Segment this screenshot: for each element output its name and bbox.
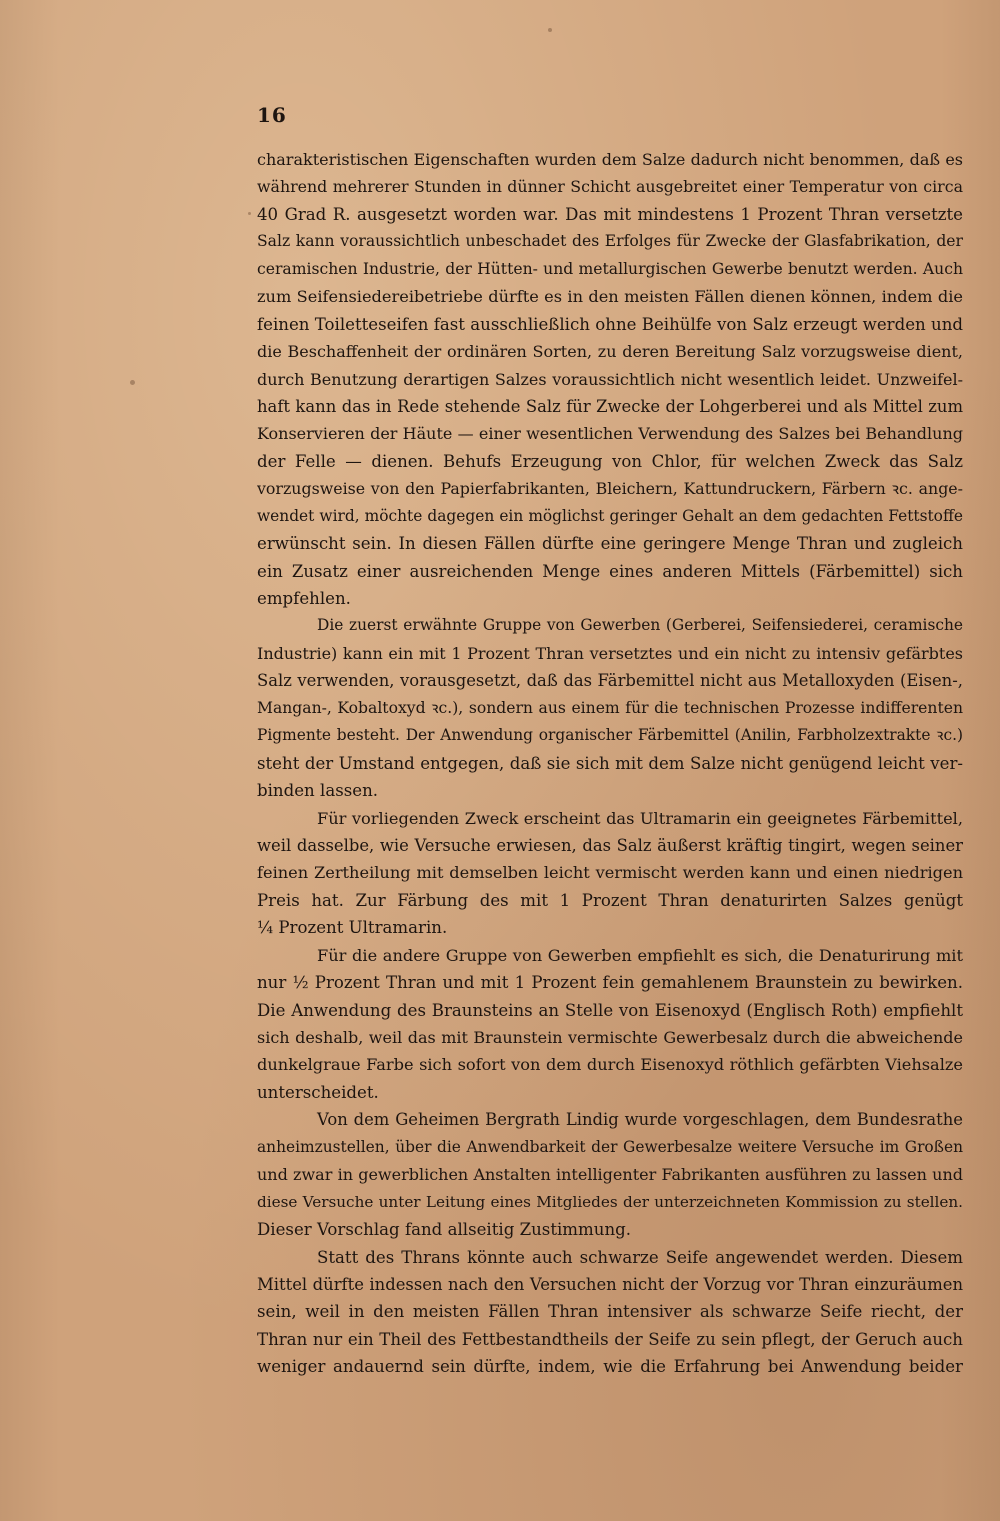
text-line: charakteristischen Eigenschaften wurden dem Salze dadurch nicht benommen, daß es bbox=[257, 150, 963, 169]
text-line: Die zuerst erwähnte Gruppe von Gewerben (Gerberei, Seifensiederei, ceramische bbox=[317, 616, 963, 635]
text-line: Für die andere Gruppe von Gewerben empfiehlt es sich, die Denaturirung mit bbox=[317, 945, 963, 965]
text-line: sein, weil in den meisten Fällen Thran intensiver als schwarze Seife riecht, der bbox=[257, 1302, 963, 1322]
text-line: der Felle — dienen. Behufs Erzeugung von Chlor, für welchen Zweck das Salz bbox=[257, 451, 963, 471]
text-line: die Beschaffenheit der ordinären Sorten, zu deren Bereitung Salz vorzugsweise dient, bbox=[257, 342, 963, 362]
text-line: durch Benutzung derartigen Salzes voraussichtlich nicht wesentlich leidet. Unzweifel- bbox=[257, 369, 963, 389]
body-text bbox=[257, 146, 963, 1381]
text-line: ¼ Prozent Ultramarin. bbox=[257, 918, 448, 938]
text-line: Thran nur ein Theil des Fettbestandtheils der Seife zu sein pflegt, der Geruch auch bbox=[257, 1329, 963, 1349]
text-line: weil dasselbe, wie Versuche erwiesen, das Salz äußerst kräftig tingirt, wegen seiner bbox=[257, 835, 963, 855]
text-line: binden lassen. bbox=[257, 781, 379, 801]
text-line: steht der Umstand entgegen, daß sie sich mit dem Salze nicht genügend leicht ver- bbox=[257, 753, 963, 773]
text-line: Mangan-, Kobaltoxyd ꝛc.), sondern aus einem für die technischen Prozesse indifferenten bbox=[257, 698, 963, 717]
text-line: Konservieren der Häute — einer wesentlichen Verwendung des Salzes bei Behandlung bbox=[257, 424, 963, 444]
text-line: feinen Toiletteseifen fast ausschließlich ohne Beihülfe von Salz erzeugt werden und bbox=[257, 314, 963, 334]
page-number: 16 bbox=[257, 103, 287, 127]
paper-speck bbox=[548, 28, 552, 32]
text-line: ceramischen Industrie, der Hütten- und metallurgischen Gewerbe benutzt werden. Auch bbox=[257, 259, 963, 278]
text-line: haft kann das in Rede stehende Salz für Zwecke der Lohgerberei und als Mittel zum bbox=[257, 396, 963, 416]
text-line: empfehlen. bbox=[257, 589, 351, 608]
text-line: Salz kann voraussichtlich unbeschadet des Erfolges für Zwecke der Glasfabrikation, der bbox=[257, 232, 963, 251]
text-line: Statt des Thrans könnte auch schwarze Seife angewendet werden. Diesem bbox=[317, 1247, 963, 1267]
paper-speck bbox=[130, 380, 135, 385]
text-line: nur ½ Prozent Thran und mit 1 Prozent fein gemahlenem Braunstein zu bewirken. bbox=[257, 973, 963, 993]
text-line: und zwar in gewerblichen Anstalten intelligenter Fabrikanten ausführen zu lassen und bbox=[257, 1165, 963, 1185]
text-line: erwünscht sein. In diesen Fällen dürfte eine geringere Menge Thran und zugleich bbox=[257, 534, 963, 554]
text-line: Mittel dürfte indessen nach den Versuchen nicht der Vorzug vor Thran einzuräumen bbox=[257, 1274, 963, 1294]
text-line: unterscheidet. bbox=[257, 1082, 379, 1102]
text-line: Preis hat. Zur Färbung des mit 1 Prozent Thran denaturirten Salzes genügt bbox=[257, 890, 963, 910]
text-line: während mehrerer Stunden in dünner Schicht ausgebreitet einer Temperatur von circa bbox=[257, 177, 963, 197]
text-line: dunkelgraue Farbe sich sofort von dem durch Eisenoxyd röthlich gefärbten Viehsalze bbox=[257, 1055, 963, 1075]
text-line: Dieser Vorschlag fand allseitig Zustimmung. bbox=[257, 1220, 632, 1240]
text-line: feinen Zertheilung mit demselben leicht vermischt werden kann und einen niedrigen bbox=[257, 863, 963, 883]
text-line: weniger andauernd sein dürfte, indem, wie die Erfahrung bei Anwendung beider bbox=[257, 1357, 963, 1377]
text-line: Von dem Geheimen Bergrath Lindig wurde vorgeschlagen, dem Bundesrathe bbox=[317, 1110, 963, 1130]
text-line: Pigmente besteht. Der Anwendung organischer Färbemittel (Anilin, Farbholzextrakte ꝛc.) bbox=[257, 726, 963, 745]
text-line: anheimzustellen, über die Anwendbarkeit der Gewerbesalze weitere Versuche im Großen bbox=[257, 1137, 963, 1156]
text-line: sich deshalb, weil das mit Braunstein vermischte Gewerbesalz durch die abweichende bbox=[257, 1028, 963, 1047]
text-line: zum Seifensiedereibetriebe dürfte es in den meisten Fällen dienen können, indem die bbox=[257, 287, 963, 307]
text-line: diese Versuche unter Leitung eines Mitgliedes der unterzeichneten Kommission zu stellen. bbox=[257, 1192, 963, 1211]
text-line: Für vorliegenden Zweck erscheint das Ultramarin ein geeignetes Färbemittel, bbox=[317, 808, 963, 828]
text-line: wendet wird, möchte dagegen ein möglichst geringer Gehalt an dem gedachten Fettstoffe bbox=[257, 506, 963, 525]
text-line: ein Zusatz einer ausreichenden Menge eines anderen Mittels (Färbemittel) sich bbox=[257, 561, 963, 581]
paper-speck bbox=[248, 212, 251, 215]
text-line: vorzugsweise von den Papierfabrikanten, Bleichern, Kattundruckern, Färbern ꝛc. ange- bbox=[257, 479, 963, 499]
text-line: Industrie) kann ein mit 1 Prozent Thran versetztes und ein nicht zu intensiv gefärbtes bbox=[257, 643, 963, 663]
text-line: Die Anwendung des Braunsteins an Stelle von Eisenoxyd (Englisch Roth) empfiehlt bbox=[257, 1000, 963, 1020]
text-line: Salz verwenden, vorausgesetzt, daß das Färbemittel nicht aus Metalloxyden (Eisen-, bbox=[257, 671, 963, 691]
text-line: 40 Grad R. ausgesetzt worden war. Das mit mindestens 1 Prozent Thran versetzte bbox=[257, 204, 963, 224]
